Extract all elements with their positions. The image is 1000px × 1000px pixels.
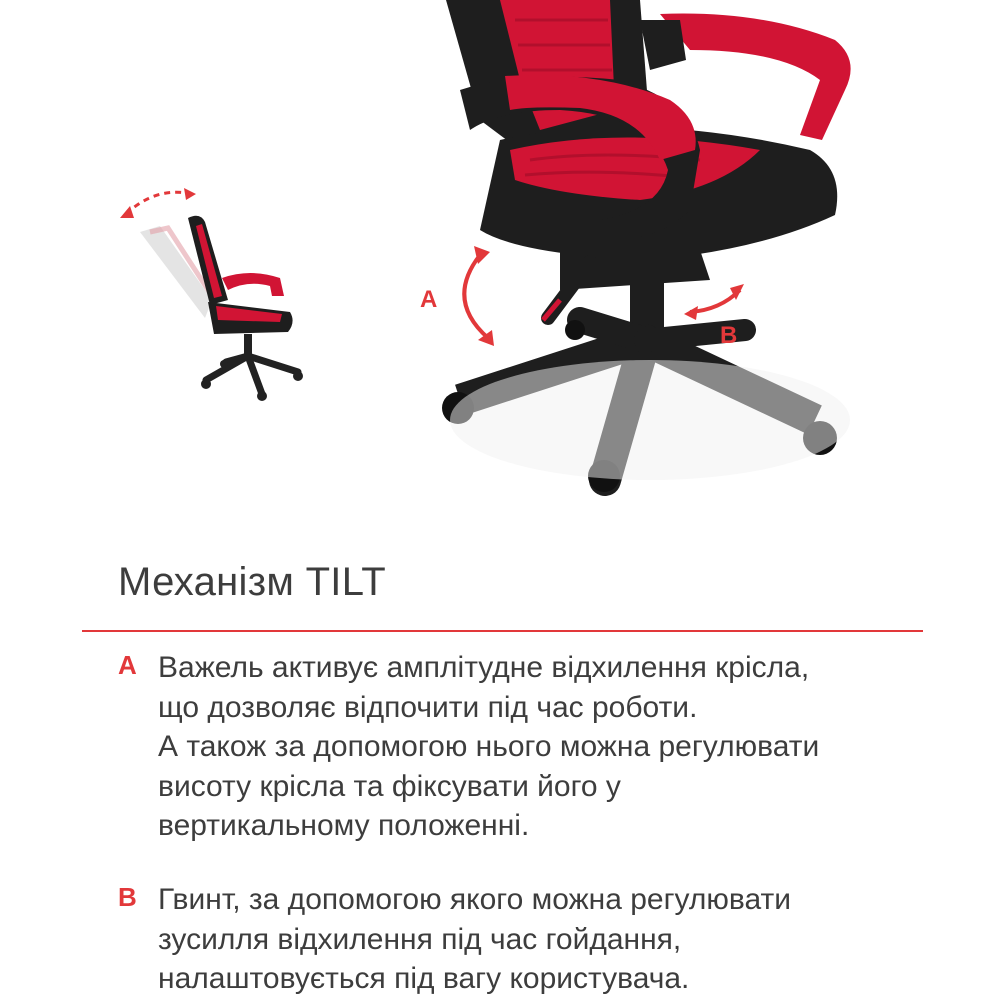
item-description-a <box>158 648 938 846</box>
item-marker-a: A <box>118 650 137 680</box>
item-description-b <box>158 880 938 999</box>
main-chair <box>442 0 851 492</box>
description-line: А також за допомогою нього можна регулювати <box>158 730 820 763</box>
description-line: висоту крісла та фіксувати його у <box>158 769 621 803</box>
callout-label-a: A <box>420 286 438 313</box>
callout-label-b: B <box>720 322 738 349</box>
title-divider <box>82 630 923 632</box>
description-line: Гвинт, за допомогою якого можна регулювати <box>158 883 792 916</box>
description-line: зусилля відхилення під час гойдання, <box>158 922 682 956</box>
description-line: Важель активує амплітудне відхилення крісла, <box>158 651 810 684</box>
item-marker-b: B <box>118 882 137 912</box>
description-line: вертикальному положенні. <box>158 809 530 842</box>
description-line: налаштовується під вагу користувача. <box>158 962 690 995</box>
thumbnail-chair <box>120 188 303 401</box>
section-title: Механізм TILT <box>118 560 387 604</box>
arrow-a-icon <box>464 246 494 346</box>
arrow-b-icon <box>684 284 744 320</box>
description-line: що дозволяє відпочити під час роботи. <box>158 690 698 724</box>
